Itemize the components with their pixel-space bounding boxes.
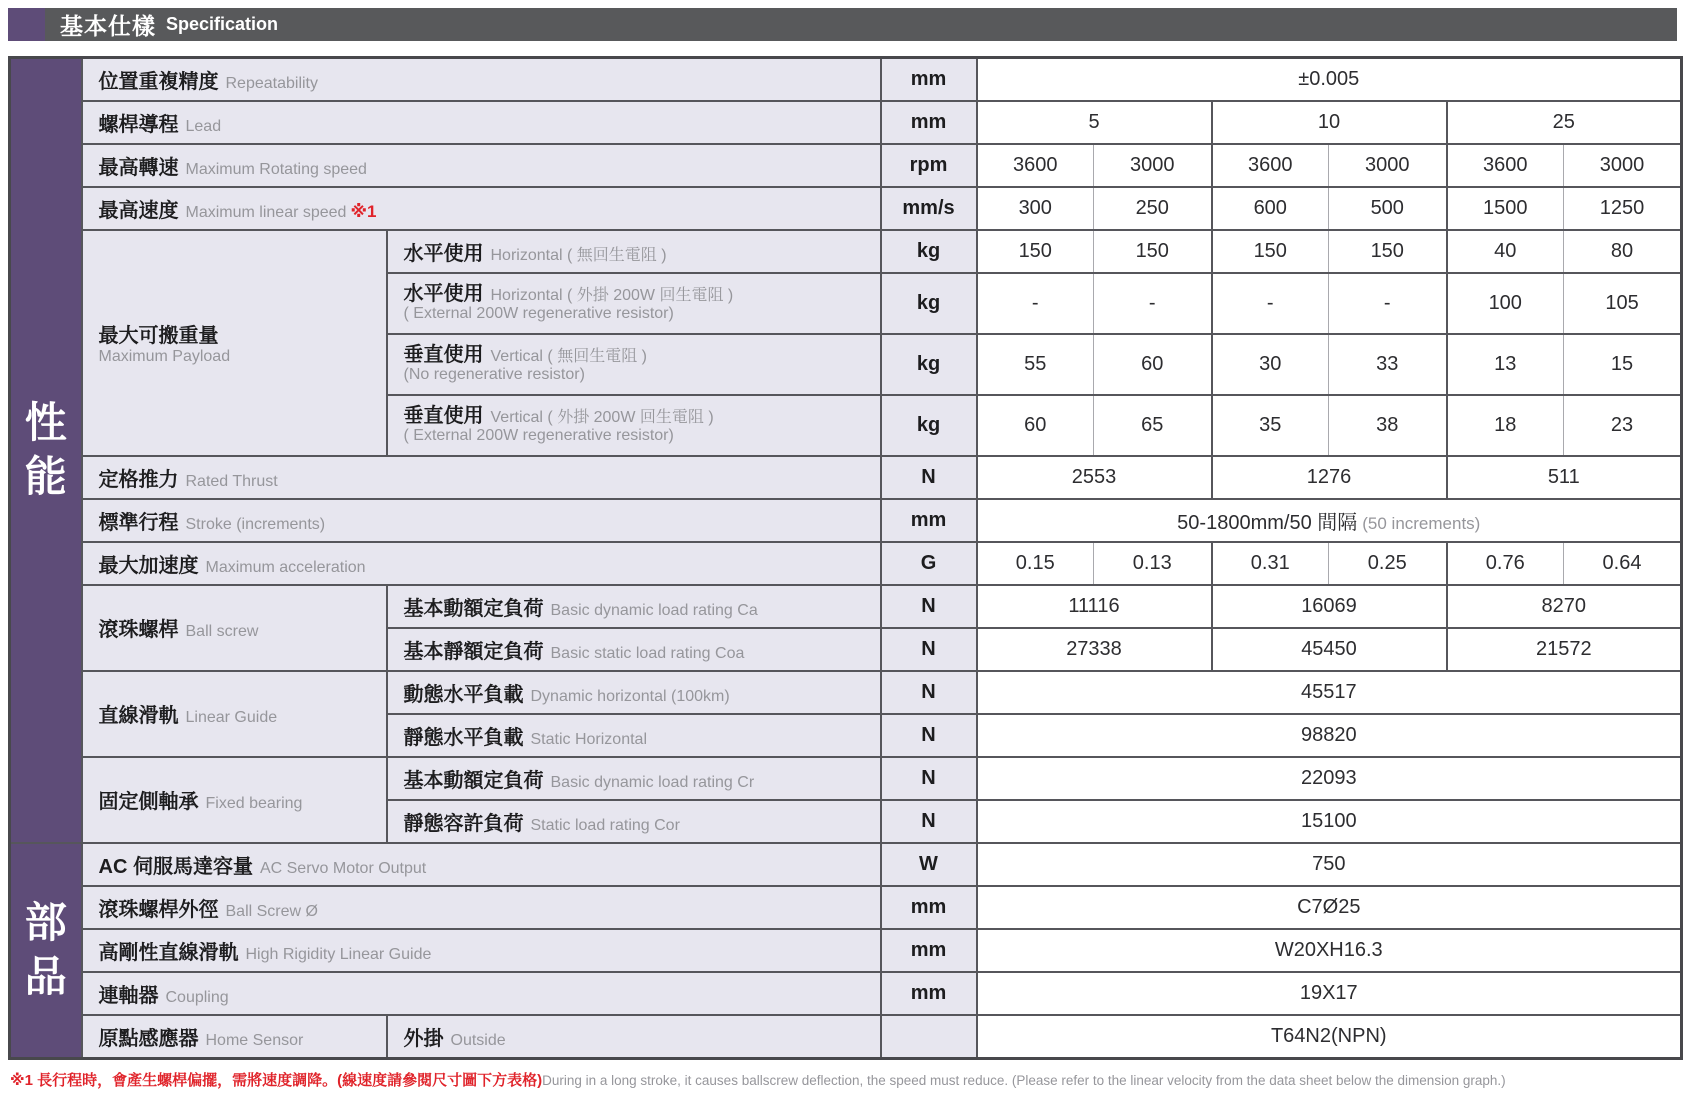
row-linear-speed <box>10 187 1682 230</box>
spec-sublabel: 外掛 Outside <box>387 1015 881 1059</box>
spec-group-label: 直線滑軌 Linear Guide <box>82 671 387 757</box>
spec-group-label: 最大可搬重量 Maximum Payload <box>82 230 387 456</box>
value-cell: 150 <box>1329 230 1447 273</box>
value-cell: 300 <box>977 187 1094 230</box>
footnote-text-en: During in a long stroke, it causes ballscrew deflection, the speed must reduce. (Please refer to the linear velocity from the data sheet below the dimension graph.) <box>542 1073 1506 1088</box>
value-cell: 13 <box>1447 334 1564 395</box>
unit-cell: mm <box>881 929 977 972</box>
spec-sublabel: 基本動額定負荷 Basic dynamic load rating Cr <box>387 757 881 800</box>
unit-cell: N <box>881 714 977 757</box>
value-cell: 65 <box>1094 395 1212 456</box>
value-cell: 10 <box>1212 101 1447 144</box>
value-cell: C7Ø25 <box>977 886 1682 929</box>
value-cell: 3000 <box>1564 144 1682 187</box>
row-home-sensor <box>10 1015 1682 1059</box>
spec-label: 標準行程 Stroke (increments) <box>82 499 881 542</box>
spec-label <box>82 58 881 101</box>
value-cell: 3600 <box>1447 144 1564 187</box>
spec-sublabel: 垂直使用 Vertical ( 無回生電阻 ) (No regenerative resistor) <box>387 334 881 395</box>
spec-sublabel: 靜態水平負載 Static Horizontal <box>387 714 881 757</box>
spec-label: 最高轉速 Maximum Rotating speed <box>82 144 881 187</box>
value-cell: 511 <box>1447 456 1682 499</box>
value-cell: - <box>1212 273 1329 334</box>
value-cell: 750 <box>977 843 1682 886</box>
spec-sublabel: 基本動額定負荷 Basic dynamic load rating Ca <box>387 585 881 628</box>
value-cell: - <box>977 273 1094 334</box>
value-cell: 18 <box>1447 395 1564 456</box>
value-cell: ±0.005 <box>977 58 1682 101</box>
value-cell: 3000 <box>1329 144 1447 187</box>
row-ballscrew-od <box>10 886 1682 929</box>
value-cell: 2553 <box>977 456 1212 499</box>
unit-cell: kg <box>881 334 977 395</box>
row-stroke <box>10 499 1682 542</box>
unit-cell: kg <box>881 273 977 334</box>
value-cell: 5 <box>977 101 1212 144</box>
value-cell: T64N2(NPN) <box>977 1015 1682 1059</box>
spec-label: 滾珠螺桿外徑 Ball Screw Ø <box>82 886 881 929</box>
unit-cell: N <box>881 671 977 714</box>
value-cell: 105 <box>1564 273 1682 334</box>
value-cell: 35 <box>1212 395 1329 456</box>
value-cell: 19X17 <box>977 972 1682 1015</box>
row-rigidity-guide <box>10 929 1682 972</box>
unit-cell: N <box>881 585 977 628</box>
unit-cell: mm <box>881 972 977 1015</box>
section-label-parts: 部品 <box>24 898 67 1001</box>
spec-label: 連軸器 Coupling <box>82 972 881 1015</box>
row-acceleration <box>10 542 1682 585</box>
value-cell: 8270 <box>1447 585 1682 628</box>
spec-sublabel: 靜態容許負荷 Static load rating Cor <box>387 800 881 843</box>
unit-cell: G <box>881 542 977 585</box>
value-cell: 30 <box>1212 334 1329 395</box>
row-payload-horizontal-no-regen <box>10 230 1682 273</box>
unit-cell: mm <box>881 101 977 144</box>
value-cell: 0.76 <box>1447 542 1564 585</box>
spec-sublabel: 水平使用 Horizontal ( 外掛 200W 回生電阻 ) ( External 200W regenerative resistor) <box>387 273 881 334</box>
unit-cell: mm <box>881 499 977 542</box>
unit-cell-empty <box>881 1015 977 1059</box>
value-cell: W20XH16.3 <box>977 929 1682 972</box>
footnote-text-zh: ※1 長行程時，會產生螺桿偏擺，需將速度調降。(線速度請參閱尺寸圖下方表格) <box>10 1072 543 1089</box>
row-linearguide-dynamic <box>10 671 1682 714</box>
page-title-zh: 基本仕樣 <box>60 13 156 39</box>
value-cell: 500 <box>1329 187 1447 230</box>
header-title <box>45 8 1677 41</box>
value-cell: 60 <box>1094 334 1212 395</box>
value-cell: 0.64 <box>1564 542 1682 585</box>
value-cell: 15100 <box>977 800 1682 843</box>
value-cell: 0.15 <box>977 542 1094 585</box>
spec-label: AC 伺服馬達容量 AC Servo Motor Output <box>82 843 881 886</box>
spec-label: 最高速度 Maximum linear speed ※1 <box>82 187 881 230</box>
value-cell: 100 <box>1447 273 1564 334</box>
value-cell: 27338 <box>977 628 1212 671</box>
footnote <box>8 1069 1677 1090</box>
value-cell: 98820 <box>977 714 1682 757</box>
value-cell: 1500 <box>1447 187 1564 230</box>
value-cell: 40 <box>1447 230 1564 273</box>
unit-cell: N <box>881 800 977 843</box>
value-cell: 16069 <box>1212 585 1447 628</box>
value-cell: - <box>1094 273 1212 334</box>
unit-cell: kg <box>881 230 977 273</box>
value-cell: 21572 <box>1447 628 1682 671</box>
spec-sublabel: 垂直使用 Vertical ( 外掛 200W 回生電阻 ) ( External 200W regenerative resistor) <box>387 395 881 456</box>
value-cell: 0.25 <box>1329 542 1447 585</box>
value-cell: 45517 <box>977 671 1682 714</box>
value-cell: 3600 <box>977 144 1094 187</box>
row-repeatability <box>10 58 1682 101</box>
spec-label: 定格推力 Rated Thrust <box>82 456 881 499</box>
spec-sublabel: 水平使用 Horizontal ( 無回生電阻 ) <box>387 230 881 273</box>
row-servo-output <box>10 843 1682 886</box>
specification-table <box>8 56 1683 1060</box>
section-band-performance <box>10 58 82 843</box>
value-cell: 45450 <box>1212 628 1447 671</box>
spec-label: 高剛性直線滑軌 High Rigidity Linear Guide <box>82 929 881 972</box>
value-cell: 60 <box>977 395 1094 456</box>
label-zh: 位置重複精度 <box>98 70 219 93</box>
spec-group-label: 滾珠螺桿 Ball screw <box>82 585 387 671</box>
spec-label: 原點感應器 Home Sensor <box>82 1015 387 1059</box>
value-cell: 15 <box>1564 334 1682 395</box>
row-rated-thrust <box>10 456 1682 499</box>
unit-cell: kg <box>881 395 977 456</box>
value-cell: 0.13 <box>1094 542 1212 585</box>
row-bearing-dynamic <box>10 757 1682 800</box>
spec-label: 最大加速度 Maximum acceleration <box>82 542 881 585</box>
value-cell: 25 <box>1447 101 1682 144</box>
unit-cell: N <box>881 757 977 800</box>
value-cell: 150 <box>977 230 1094 273</box>
page-title-en: Specification <box>166 14 279 34</box>
value-cell: 150 <box>1212 230 1329 273</box>
value-cell: 50-1800mm/50 間隔 (50 increments) <box>977 499 1682 542</box>
spec-label: 螺桿導程 Lead <box>82 101 881 144</box>
value-cell: 11116 <box>977 585 1212 628</box>
row-lead <box>10 101 1682 144</box>
row-ballscrew-dynamic <box>10 585 1682 628</box>
row-rotating-speed <box>10 144 1682 187</box>
spec-sublabel: 動態水平負載 Dynamic horizontal (100km) <box>387 671 881 714</box>
unit-cell: mm <box>881 58 977 101</box>
footnote-marker: ※1 <box>350 201 377 221</box>
unit-cell: N <box>881 628 977 671</box>
value-cell: 600 <box>1212 187 1329 230</box>
section-header-bar <box>8 8 1677 41</box>
value-cell: 250 <box>1094 187 1212 230</box>
section-label-performance: 性能 <box>24 398 67 501</box>
value-cell: 150 <box>1094 230 1212 273</box>
unit-cell: mm/s <box>881 187 977 230</box>
value-cell: 80 <box>1564 230 1682 273</box>
row-coupling <box>10 972 1682 1015</box>
value-cell: 33 <box>1329 334 1447 395</box>
unit-cell: mm <box>881 886 977 929</box>
value-cell: 3600 <box>1212 144 1329 187</box>
unit-cell: rpm <box>881 144 977 187</box>
value-cell: 3000 <box>1094 144 1212 187</box>
value-cell: 55 <box>977 334 1094 395</box>
label-en: Repeatability <box>225 74 318 92</box>
header-accent-square <box>8 8 45 41</box>
value-cell: 1276 <box>1212 456 1447 499</box>
spec-sublabel: 基本靜額定負荷 Basic static load rating Coa <box>387 628 881 671</box>
value-cell: - <box>1329 273 1447 334</box>
section-band-parts <box>10 843 82 1059</box>
value-cell: 23 <box>1564 395 1682 456</box>
value-cell: 38 <box>1329 395 1447 456</box>
value-cell: 0.31 <box>1212 542 1329 585</box>
unit-cell: N <box>881 456 977 499</box>
unit-cell: W <box>881 843 977 886</box>
spec-group-label: 固定側軸承 Fixed bearing <box>82 757 387 843</box>
value-cell: 1250 <box>1564 187 1682 230</box>
value-cell: 22093 <box>977 757 1682 800</box>
